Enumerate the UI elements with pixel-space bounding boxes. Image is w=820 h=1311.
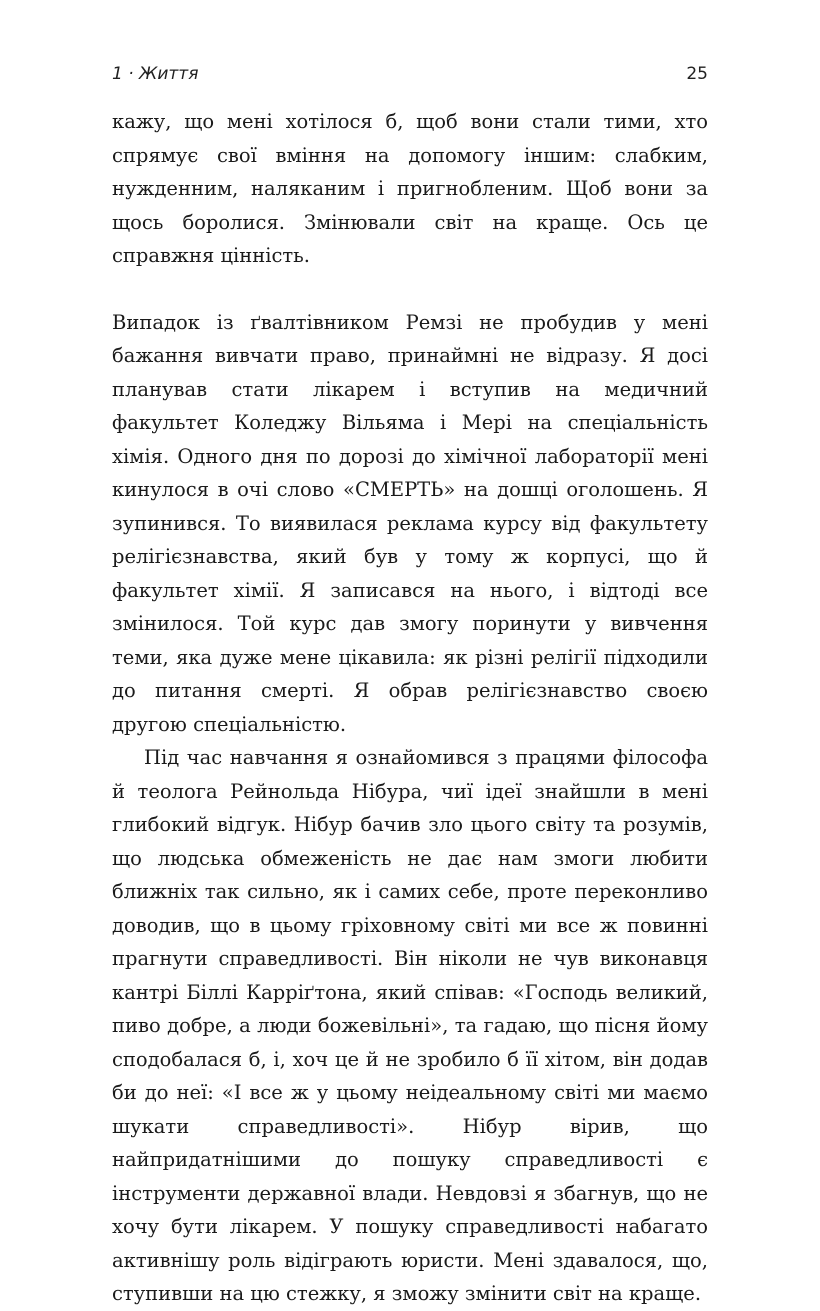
paragraph-1: кажу, що мені хотілося б, щоб вони стали тими, хто спрямує свої вміння на допомогу іншим: слабким, нужденним, наляканим і пригнобленим. Щоб вони за щось боролися. Змінювали світ на краще. Ось це справжня цінність. bbox=[112, 110, 708, 267]
paragraph-2: Випадок із ґвалтівником Ремзі не пробудив у мені бажання вивчати право, принаймні не відразу. Я досі планував стати лікарем і вступив на медичний факультет Коледжу Вільяма і Мері на спеціальність хімія. Одного дня по дорозі до хімічної лабораторії мені кинулося в очі слово «СМЕРТЬ» на дошці оголошень. Я зупинився. То виявилася реклама курсу від факультету релігієзнавства, який був у тому ж корпусі, що й факультет хімії. Я записався на нього, і відтоді все змінилося. Той курс дав змогу поринути у вивчення теми, яка дуже мене цікавила: як різні релігії підходили до питання смерті. Я обрав релігієзнавство своєю другою спеціальністю. bbox=[112, 310, 708, 736]
running-head bbox=[112, 64, 708, 88]
paragraph-3: Під час навчання я ознайомився з працями філософа й теолога Рейнольда Нібура, чиї ідеї знайшли в мені глибокий відгук. Нібур бачив зло цього світу та розумів, що людська обмеженість не дає нам змоги любити ближніх так сильно, як і самих себе, проте переконливо доводив, що в цьому гріховному світі ми все ж повинні прагнути справедливості. Він ніколи не чув виконавця кантрі Біллі Карріґтона, який співав: «Господь великий, пиво добре, а люди божевільні», та гадаю, що пісня йому сподобалася б, і, хоч це й не зробило б її хітом, він додав би до неї: «І все ж у цьому неідеальному світі ми маємо шукати справедливості». Нібур вірив, що найпридатнішими до пошуку справедливості є інструменти державної влади. Невдовзі я збагнув, що не хочу бути лікарем. У пошуку справедливості набагато активнішу роль відіграють юристи. Мені здавалося, що, ступивши на цю стежку, я зможу змінити світ на краще. bbox=[112, 746, 708, 1305]
page-number: 25 bbox=[686, 64, 708, 84]
chapter-title: 1 · Життя bbox=[112, 64, 199, 84]
body-text bbox=[112, 105, 708, 1311]
